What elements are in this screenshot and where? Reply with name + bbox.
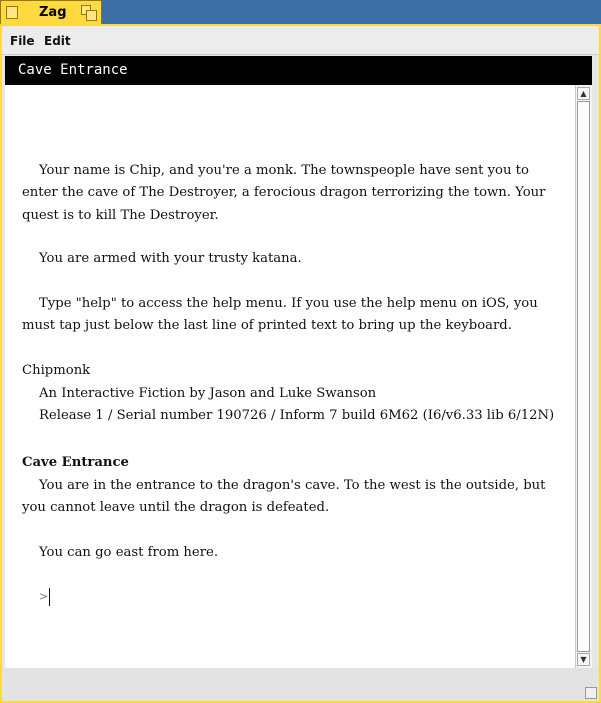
menu-file[interactable]: File — [10, 34, 35, 48]
window-bottom-strip — [2, 668, 599, 701]
room-heading: Cave Entrance — [22, 455, 129, 470]
story-intro: Your name is Chip, and you're a monk. The townspeople have sent you to enter the cave of The Destroyer, a ferocious dragon terrorizing the town. Your quest is to kill The Destroyer. — [22, 163, 546, 223]
resize-grip-icon[interactable] — [585, 687, 597, 699]
window-title: Zag — [39, 5, 67, 20]
menu-edit[interactable]: Edit — [44, 34, 71, 48]
status-bar — [5, 56, 592, 85]
zoom-box-icon[interactable] — [81, 5, 97, 21]
menu-bar — [2, 26, 599, 55]
story-help: Type "help" to access the help menu. If you use the help menu on iOS, you must tap just below the last line of printed text to bring up the keyboard. — [22, 296, 538, 334]
game-title: Chipmonk — [22, 363, 91, 378]
app-window — [0, 24, 601, 703]
room-description: You are in the entrance to the dragon's cave. To the west is the outside, but you cannot leave until the dragon is defeated. — [22, 478, 546, 516]
scroll-thumb[interactable] — [577, 101, 590, 652]
command-input-line[interactable] — [39, 588, 50, 606]
text-cursor — [49, 588, 50, 606]
close-box-icon[interactable] — [6, 6, 18, 19]
game-byline: An Interactive Fiction by Jason and Luke Swanson — [39, 386, 377, 401]
room-exits: You can go east from here. — [39, 545, 219, 560]
scroll-up-arrow-icon[interactable]: ▲ — [577, 87, 590, 100]
window-title-tab[interactable] — [0, 0, 102, 24]
scroll-down-arrow-icon[interactable]: ▼ — [577, 653, 590, 666]
vertical-scrollbar[interactable] — [575, 85, 592, 668]
story-text-window[interactable] — [5, 85, 575, 668]
game-release: Release 1 / Serial number 190726 / Inform 7 build 6M62 (I6/v6.33 lib 6/12N) — [39, 408, 555, 423]
command-prompt: > — [39, 590, 49, 603]
story-armed: You are armed with your trusty katana. — [39, 251, 302, 266]
status-location: Cave Entrance — [18, 62, 128, 78]
